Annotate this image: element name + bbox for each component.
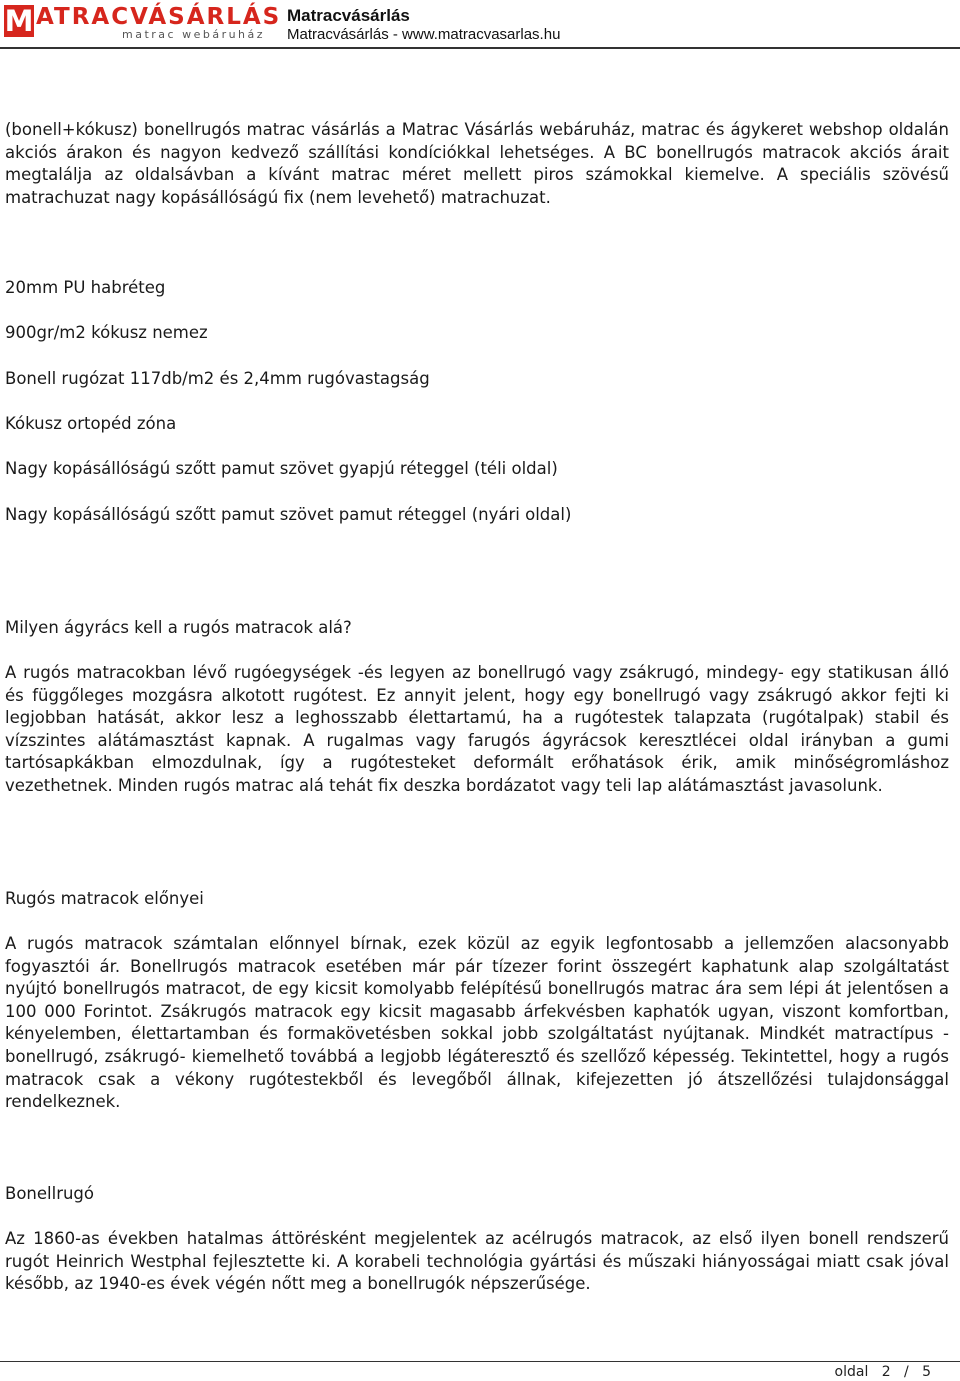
- feature-item: Kókusz ortopéd zóna: [5, 414, 177, 433]
- section-body-text: A rugós matracokban lévő rugóegységek -és legyen az bonellrugó vagy zsákrugó, mindegy- egy statikusan álló és függőleges mozgásra alkotott rugótest. Ez annyit jelent, hogy egy bonellrugó vagy zsákrugó akkor fejti ki legjobban hatását, akkor lesz a leghosszabb élettartamú, ha a rugótestek talapzata (rugótalpak) stabil és vízszintes alátámasztást kapnak. A rugalmas vagy farugós ágyrácsok keresztlécei oldal irányban a gumi tartósapkákban elmozdulnak, így a rugótesteket deformált erőhatások érik, amik minőségromláshoz vezethetnek. Minden rugós matrac alá tehát fix deszka bordázatot vagy teli lap alátámasztást javasolunk.: [5, 663, 949, 795]
- intro-paragraph: [5, 119, 949, 209]
- page-current: 2: [881, 1364, 891, 1380]
- section-body: [5, 662, 949, 798]
- section-heading: Bonellrugó: [5, 1184, 95, 1203]
- section-body-text: Az 1860-as években hatalmas áttörésként megjelentek az acélrugós matracok, az első ilyen bonell rendszerű rugót Heinrich Westphal fejlesztette ki. A korabeli technológia gyártási és műszaki hiányosságai miatt csak jóval később, az 1940-es évek végén nőtt meg a bonellrugók népszerűsége.: [5, 1229, 949, 1294]
- section-heading: Rugós matracok előnyei: [5, 889, 204, 908]
- page-separator: /: [904, 1364, 909, 1380]
- feature-item: Nagy kopásállóságú szőtt pamut szövet pamut réteggel (nyári oldal): [5, 505, 572, 524]
- feature-item: Bonell rugózat 117db/m2 és 2,4mm rugóvastagság: [5, 369, 430, 388]
- header-divider: [0, 47, 960, 49]
- intro-text: (bonell+kókusz) bonellrugós matrac vásárlás a Matrac Vásárlás webáruház, matrac és ágykeret webshop oldalán akciós árakon és nagyon kedvező szállítási kondíciókkal lehetséges. A BC bonellrugós matracok akciós árait megtalálja az oldalsávban a kívánt matrac méret mellett piros számokkal kiemelve. A speciális szövésű matrachuzat nagy kopásállóságú fix (nem levehető) matrachuzat.: [5, 120, 949, 207]
- section-body: [5, 1228, 949, 1296]
- section-body-text: A rugós matracok számtalan előnnyel bírnak, ezek közül az egyik legfontosabb a jellemzően alacsonyabb fogyasztói ár. Bonellrugós matracok esetében már pár tízezer forint összegért kaphatunk alap szolgáltatást nyújtó bonellrugós matracot, de egy kicsit komolyabb felépítésű bonellrugós matrac ára sem lépi át jelentősen a 100 000 Forintot. Zsákrugós matracok egy kicsit magasabb árfekvésben kaphatók ugyan, viszont komfortban, kényelemben, élettartamban és formakövetésben sokkal jobb szolgáltatást nyújtanak. Mindkét matractípus -bonellrugó, zsákrugó- kiemelhető továbbá a legjobb légáteresztő és szellőző képesség. Tekintettel, hogy a rugós matracok csak a vékony rugótestekből és levegőből állnak, kifejezetten jó átszellőzési tulajdonsággal rendelkeznek.: [5, 934, 949, 1112]
- logo-wordmark: ATRACVÁSÁRLÁS: [36, 4, 282, 30]
- section-body: [5, 933, 949, 1114]
- site-title: Matracvásárlás: [287, 6, 410, 25]
- section-heading: Milyen ágyrács kell a rugós matracok alá?: [5, 618, 352, 637]
- logo-tagline: matrac webáruház: [122, 28, 266, 41]
- page-label: oldal: [834, 1364, 869, 1380]
- footer-divider: [0, 1361, 960, 1362]
- page-header: [0, 0, 960, 48]
- site-subtitle: Matracvásárlás - www.matracvasarlas.hu: [287, 26, 561, 43]
- feature-item: Nagy kopásállóságú szőtt pamut szövet gyapjú réteggel (téli oldal): [5, 459, 558, 478]
- feature-item: 20mm PU habréteg: [5, 278, 166, 297]
- page-number: [835, 1364, 931, 1380]
- page-total: 5: [922, 1364, 931, 1380]
- site-logo[interactable]: [4, 4, 282, 43]
- feature-item: 900gr/m2 kókusz nemez: [5, 323, 208, 342]
- logo-letter-box: M: [4, 4, 34, 38]
